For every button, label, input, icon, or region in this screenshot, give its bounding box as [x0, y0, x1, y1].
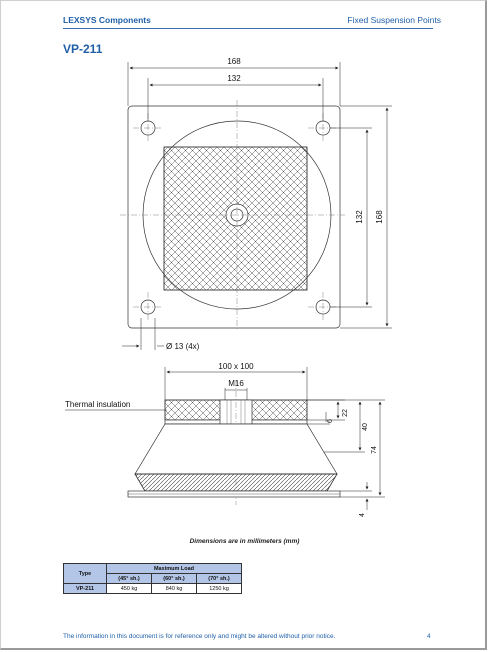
dim-hole-diameter: Ø 13 (4x): [166, 342, 200, 351]
brand-name: LEXSYS Components: [63, 15, 151, 25]
row-load-70: 1250 kg: [197, 584, 242, 594]
product-title: VP-211: [63, 42, 103, 56]
dim-40: 40: [362, 423, 369, 431]
row-load-45: 450 kg: [107, 584, 152, 594]
centerlines: [120, 100, 345, 330]
side-view: [65, 367, 385, 510]
dim-side-spacing: 132: [355, 210, 364, 224]
dim-74: 74: [371, 446, 378, 454]
thermal-insulation-label: Thermal insulation: [65, 400, 131, 409]
dim-pad-size: 100 x 100: [218, 362, 254, 371]
max-load-header: Maximum Load: [107, 564, 242, 574]
table-row: [64, 584, 242, 594]
page-number: 4: [427, 633, 431, 640]
row-load-60: 840 kg: [152, 584, 197, 594]
rubber-base-hatch: [135, 474, 337, 491]
dim-6: 6: [327, 419, 334, 423]
dim-outer-width: 168: [227, 57, 241, 66]
dimensions-caption: Dimensions are in millimeters (mm): [189, 538, 300, 545]
subheader-45: (45° sh.): [107, 574, 152, 584]
load-table: [63, 563, 242, 594]
dim-thread: M16: [228, 379, 244, 388]
top-view: [120, 62, 392, 350]
subheader-60: (60° sh.): [152, 574, 197, 584]
dim-hole-spacing: 132: [227, 74, 241, 83]
type-header: Type: [64, 564, 107, 584]
section-title-rest: Suspension Points: [368, 15, 441, 25]
subheader-70: (70° sh.): [197, 574, 242, 584]
row-model: VP-211: [64, 584, 107, 594]
footer-notice: The information in this document is for reference only and might be altered without prior notice.: [63, 633, 336, 640]
dim-side-outer: 168: [375, 210, 384, 224]
section-title-bold: Fixed: [347, 15, 369, 25]
rubber-cone: [135, 424, 337, 474]
dim-22: 22: [342, 409, 349, 417]
dim-4: 4: [359, 513, 366, 517]
